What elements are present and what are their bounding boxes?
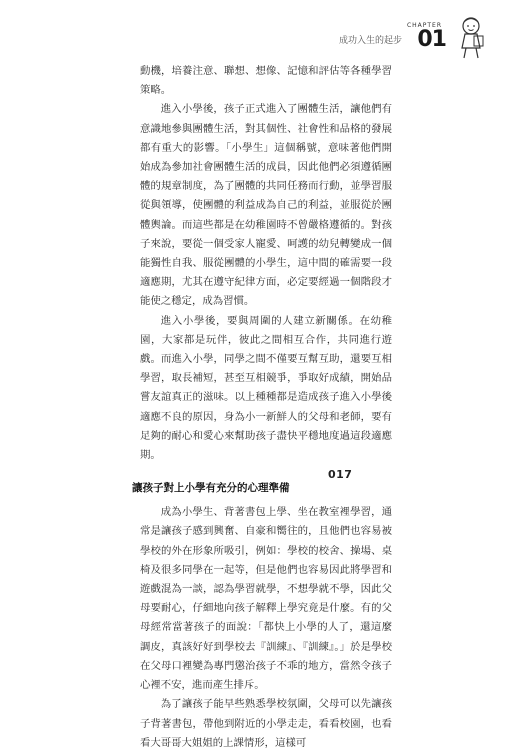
paragraph: 進入小學後，孩子正式進入了團體生活，讓他們有意識地參與團體生活，對其個性、社會性和品格的發展都有重大的影響。「小學生」這個稱號，意味著他們開始成為參加社會團體生活的成員，因此他們必須遵循團體的規章制度，為了團體的共同任務而行動，並學習服從與領導，使團體的利益成為自己的利益，並服從於團體輿論。而這些都是在幼稚園時不曾嚴格遵循的。對孩子來說，要從一個受家人寵愛、呵護的幼兒轉變成一個能獨性自我、服從團體的小學生，這中間的確需要一段適應期，尤其在遵守紀律方面，必定要經過一個階段才能使之穩定，成為習慣。 — [140, 103, 392, 308]
page-header — [260, 0, 460, 56]
paragraph: 進入小學後，要與周圍的人建立新關係。在幼稚園，大家都是玩伴，彼此之間相互合作，共同進行遊戲。而進入小學，同學之間不僅要互幫互助，還要互相學習，取長補短，甚至互相競爭，爭取好成績，開始品嘗友誼真正的滋味。以上種種都是造成孩子進入小學後適應不良的原因，身為小一新鮮人的父母和老師，要有足夠的耐心和愛心來幫助孩子盡快平穩地度過這段適應期。 — [140, 314, 392, 462]
running-title: 成功入生的起步 — [338, 36, 402, 46]
chapter-label: CHAPTER — [406, 22, 442, 29]
child-mascot-icon — [454, 14, 488, 60]
chapter-number: 01 — [417, 27, 446, 52]
paragraph: 成為小學生、背著書包上學、坐在教室裡學習，通常是讓孩子感到興奮、自豪和嚮往的，且他們也容易被學校的外在形象所吸引，例如：學校的校舍、操場、桌椅及很多同學在一起等，但是他們也容易因此將學習和遊戲混為一談，認為學習就學，不想學就不學，因此父母要耐心，仔細地向孩子解釋上學究竟是什麼。有的父母經常當著孩子的面說：「都快上小學的人了，還這麼調皮，真該好好到學校去『訓練』、『訓練』。」於是學校在父母口裡變為專門懲治孩子不乖的地方，當然令孩子心裡不安，進而產生排斥。 — [140, 506, 392, 692]
section-heading: 讓孩子對上小學有充分的心理準備 — [132, 482, 290, 495]
page-number: 017 — [328, 468, 353, 481]
paragraph-continued: 動機，培養注意、聯想、想像、記憶和評估等各種學習策略。 — [140, 65, 392, 97]
paragraph: 為了讓孩子能早些熟悉學校氛圍，父母可以先讓孩子背著書包，帶他到附近的小學走走，看看校園，也看看大哥哥大姐姐的上課情形，這樣可 — [140, 698, 392, 749]
body-text — [132, 62, 392, 753]
